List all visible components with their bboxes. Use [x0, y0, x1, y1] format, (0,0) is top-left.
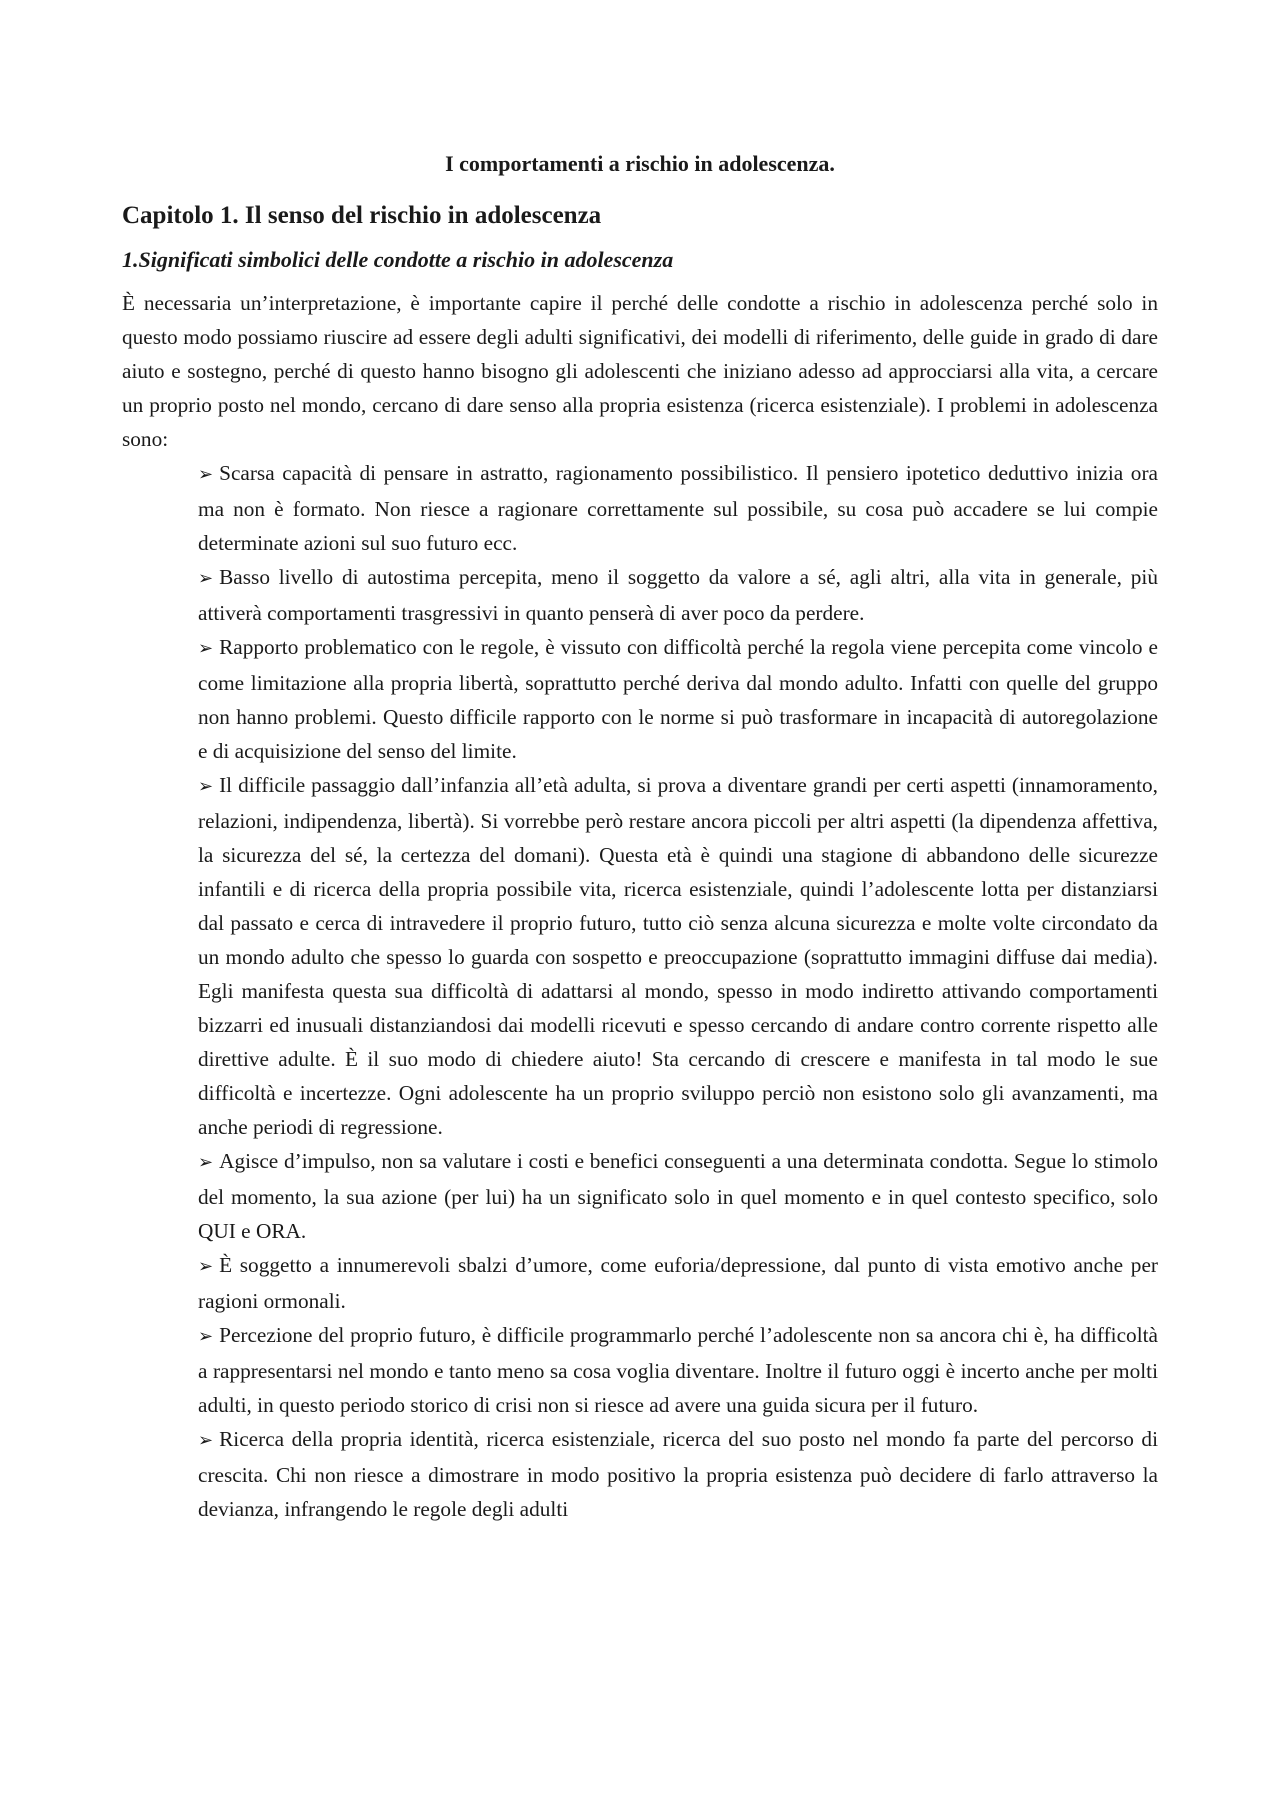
problems-list: [122, 456, 1158, 1526]
list-item: [198, 456, 1158, 560]
list-item: [198, 1318, 1158, 1422]
list-item: [198, 1248, 1158, 1318]
section-title: 1.Significati simbolici delle condotte a rischio in adolescenza: [122, 247, 674, 272]
list-item: [198, 768, 1158, 1144]
list-item-text: Percezione del proprio futuro, è difficile programmarlo perché l’adolescente non sa ancora chi è, ha difficoltà a rappresentarsi nel mondo e tanto meno sa cosa voglia diventare. Inoltre il futuro oggi è incerto anche per molti adulti, in questo periodo storico di crisi non si riesce ad avere una guida sicura per il futuro.: [198, 1323, 1158, 1417]
document-page: [122, 150, 1158, 1526]
arrowhead-bullet-icon: ➢: [198, 464, 214, 485]
list-item-text: Basso livello di autostima percepita, meno il soggetto da valore a sé, agli altri, alla vita in generale, più attiverà comportamenti trasgressivi in quanto penserà di aver poco da perdere.: [198, 565, 1158, 625]
list-item-text: Ricerca della propria identità, ricerca esistenziale, ricerca del suo posto nel mondo fa parte del percorso di crescita. Chi non riesce a dimostrare in modo positivo la propria esistenza può decidere di farlo attraverso la devianza, infrangendo le regole degli adulti: [198, 1427, 1158, 1521]
intro-paragraph: È necessaria un’interpretazione, è importante capire il perché delle condotte a rischio in adolescenza perché solo in questo modo possiamo riuscire ad essere degli adulti significativi, dei modelli di riferimento, delle guide in grado di dare aiuto e sostegno, perché di questo hanno bisogno gli adolescenti che iniziano adesso ad approcciarsi alla vita, a cercare un proprio posto nel mondo, cercano di dare senso alla propria esistenza (ricerca esistenziale). I problemi in adolescenza sono:: [122, 291, 1158, 451]
arrowhead-bullet-icon: ➢: [198, 1256, 214, 1277]
list-item: [198, 630, 1158, 768]
list-item-text: Agisce d’impulso, non sa valutare i costi e benefici conseguenti a una determinata condotta. Segue lo stimolo del momento, la sua azione (per lui) ha un significato solo in quel momento e in quel contesto specifico, solo QUI e ORA.: [198, 1149, 1158, 1243]
list-item-text: È soggetto a innumerevoli sbalzi d’umore, come euforia/depressione, dal punto di vista emotivo anche per ragioni ormonali.: [198, 1253, 1158, 1313]
arrowhead-bullet-icon: ➢: [198, 1430, 214, 1451]
list-item: [198, 1144, 1158, 1248]
list-item-text: Il difficile passaggio dall’infanzia all’età adulta, si prova a diventare grandi per certi aspetti (innamoramento, relazioni, indipendenza, libertà). Si vorrebbe però restare ancora piccoli per altri aspetti (la dipendenza affettiva, la sicurezza del sé, la certezza del domani). Questa età è quindi una stagione di abbandono delle sicurezze infantili e di ricerca della propria possibile vita, ricerca esistenziale, quindi l’adolescente lotta per distanziarsi dal passato e cerca di intravedere il proprio futuro, tutto ciò senza alcuna sicurezza e molte volte circondato da un mondo adulto che spesso lo guarda con sospetto e preoccupazione (soprattutto immagini diffuse dai media). Egli manifesta questa sua difficoltà di adattarsi al mondo, spesso in modo indiretto attivando comportamenti bizzarri ed inusuali distanziandosi dai modelli ricevuti e spesso cercando di andare contro corrente rispetto alle direttive adulte. È il suo modo di chiedere aiuto! Sta cercando di crescere e manifesta in tal modo le sue difficoltà e incertezze. Ogni adolescente ha un proprio sviluppo perciò non esistono solo gli avanzamenti, ma anche periodi di regressione.: [198, 773, 1158, 1139]
arrowhead-bullet-icon: ➢: [198, 638, 214, 659]
list-item: [198, 560, 1158, 630]
arrowhead-bullet-icon: ➢: [198, 568, 214, 589]
arrowhead-bullet-icon: ➢: [198, 1152, 214, 1173]
arrowhead-bullet-icon: ➢: [198, 776, 214, 797]
chapter-title: Capitolo 1. Il senso del rischio in adolescenza: [122, 202, 602, 229]
list-item-text: Rapporto problematico con le regole, è vissuto con difficoltà perché la regola viene percepita come vincolo e come limitazione alla propria libertà, soprattutto perché deriva dal mondo adulto. Infatti con quelle del gruppo non hanno problemi. Questo difficile rapporto con le norme si può trasformare in incapacità di autoregolazione e di acquisizione del senso del limite.: [198, 635, 1158, 763]
arrowhead-bullet-icon: ➢: [198, 1326, 214, 1347]
list-item-text: Scarsa capacità di pensare in astratto, ragionamento possibilistico. Il pensiero ipotetico deduttivo inizia ora ma non è formato. Non riesce a ragionare correttamente sul possibile, su cosa può accadere se lui compie determinate azioni sul suo futuro ecc.: [198, 461, 1158, 555]
document-title: I comportamenti a rischio in adolescenza.: [445, 151, 835, 176]
list-item: [198, 1422, 1158, 1526]
